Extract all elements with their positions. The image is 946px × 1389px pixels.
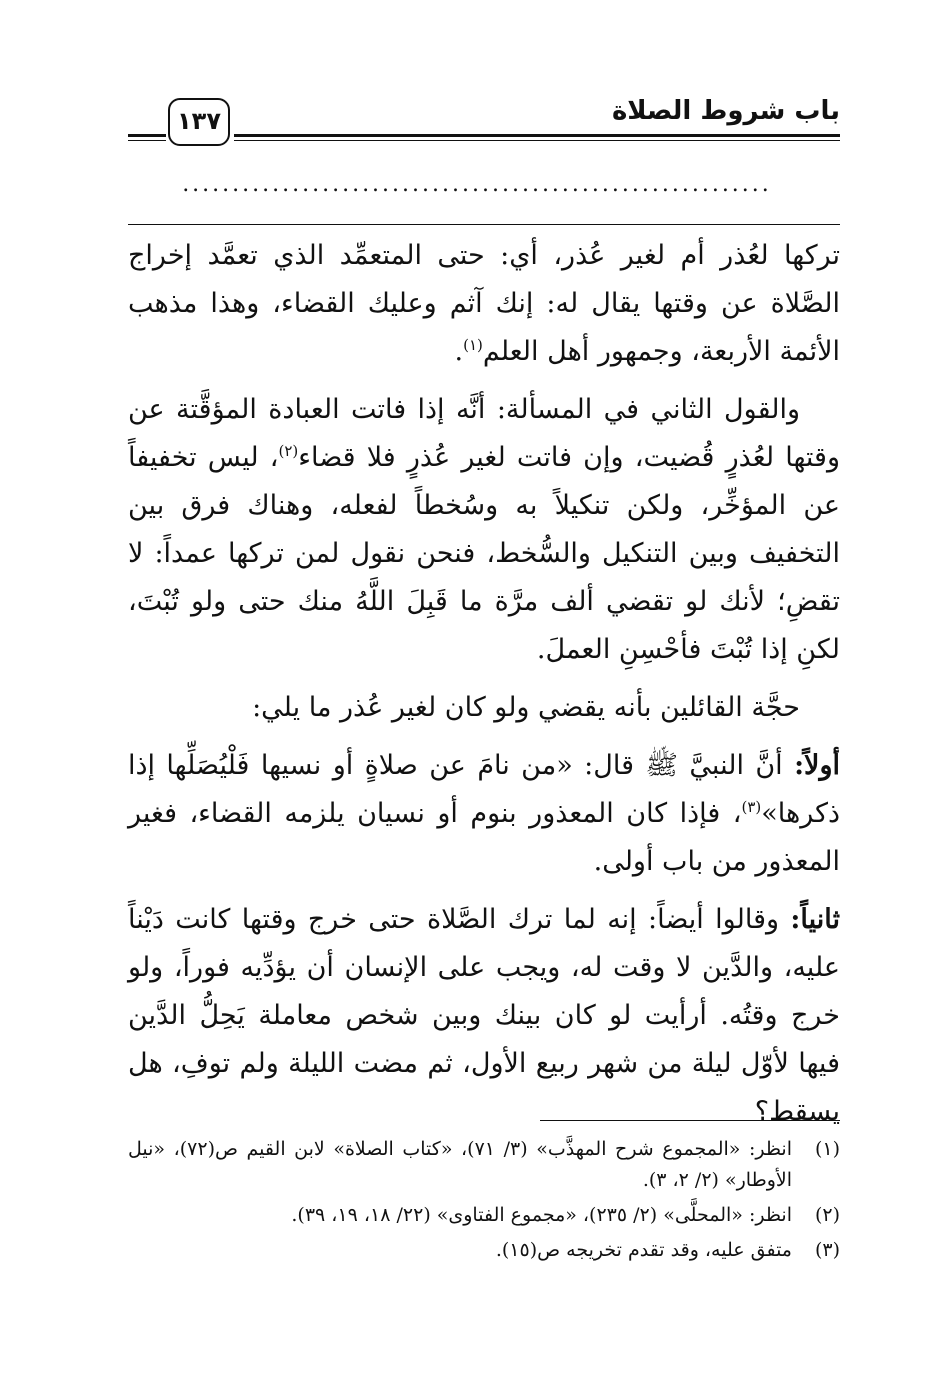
paragraph-text: حجَّة القائلين بأنه يقضي ولو كان لغير عُذر ما يلي:: [252, 692, 800, 723]
footnote-number: (٢): [814, 1204, 840, 1226]
paragraph-lead: أولاً:: [794, 750, 840, 781]
page-number: ١٣٧: [168, 98, 230, 146]
footnote-number: (٣): [814, 1239, 840, 1261]
paragraph-text: والقول الثاني في المسألة: أنَّه إذا فاتت العبادة المؤقَّتة عن وقتها لعُذرٍ قُضيت، وإن فاتت لغير عُذرٍ فلا قضاء: [128, 394, 840, 473]
header-rule: [128, 134, 166, 137]
dotted-separator: ...........................................................: [182, 172, 772, 197]
paragraph-5: [128, 896, 840, 1136]
paragraph-text: وقالوا أيضاً: إنه لما ترك الصَّلاة حتى خرج وقتها كانت دَيْناً عليه، والدَّين لا وقت له، ويجب على الإنسان أن يؤدِّيه فوراً، ولو خرج وقتُه. أرأيت لو كان بينك وبين شخص معاملة يَحِلُّ الدَّين فيها لأوّل ليلة من شهر ربيع الأول، ثم مضت الليلة ولم توفِ، هل يسقط؟: [128, 904, 840, 1127]
header-rule: [234, 134, 840, 137]
footnote-number: (١): [814, 1138, 840, 1160]
footnote-ref: (١): [463, 336, 483, 354]
chapter-title: باب شروط الصلاة: [611, 96, 840, 126]
main-text: [128, 232, 840, 1146]
footnote-text: متفق عليه، وقد تقدم تخريجه ص(١٥).: [495, 1239, 792, 1261]
footnote-ref: (٢): [278, 442, 299, 460]
paragraph-tail: .: [454, 336, 464, 367]
paragraph-lead: ثانياً:: [790, 904, 840, 935]
header-rule: [128, 140, 166, 141]
paragraph-4: [128, 742, 840, 886]
paragraph-text: تركها لعُذر أم لغير عُذر، أي: حتى المتعمِّد الذي تعمَّد إخراج الصَّلاة عن وقتها يقال له: إنك آثم وعليك القضاء، وهذا مذهب الأئمة الأربعة، وجمهور أهل العلم: [128, 240, 840, 367]
paragraph-2: [128, 386, 840, 674]
top-divider: [128, 224, 840, 225]
footnote-item: [128, 1134, 840, 1196]
header-rule: [234, 140, 840, 141]
footnote-ref: (٣): [741, 798, 762, 816]
footnote-text: انظر: «المحلَّى» (٢/ ٢٣٥)، «مجموع الفتاوى» (٢٢/ ١٨، ١٩، ٣٩).: [291, 1204, 792, 1226]
paragraph-tail: ، فإذا كان المعذور بنوم أو نسيان يلزمه القضاء، فغير المعذور من باب أولى.: [128, 798, 840, 877]
paragraph-3: [128, 684, 840, 732]
footnote-divider: [540, 1120, 840, 1121]
footnote-item: [128, 1200, 840, 1231]
paragraph-tail: ، ليس تخفيفاً عن المؤخِّر، ولكن تنكيلاً به وسُخطاً لفعله، وهناك فرق بين التخفيف وبين التنكيل والسُّخط، فنحن نقول لمن تركها عمداً: لا تقضِ؛ لأنك لو تقضي ألف مرَّة ما قَبِلَ اللَّهُ منك حتى ولو تُبْتَ، لكنِ إذا تُبْتَ فأحْسِنِ العملَ.: [128, 442, 840, 665]
page-header: [128, 92, 840, 148]
footnotes: [128, 1134, 840, 1270]
paragraph-1: [128, 232, 840, 376]
footnote-item: [128, 1235, 840, 1266]
paragraph-text: أنَّ النبيَّ ﷺ قال: «من نامَ عن صلاةٍ أو نسيها فَلْيُصَلِّها إذا ذكرها»: [128, 750, 840, 829]
footnote-text: انظر: «المجموع شرح المهذَّب» (٣/ ٧١)، «كتاب الصلاة» لابن القيم ص(٧٢)، «نيل الأوطار» (٢/ ٢، ٣).: [128, 1138, 792, 1191]
